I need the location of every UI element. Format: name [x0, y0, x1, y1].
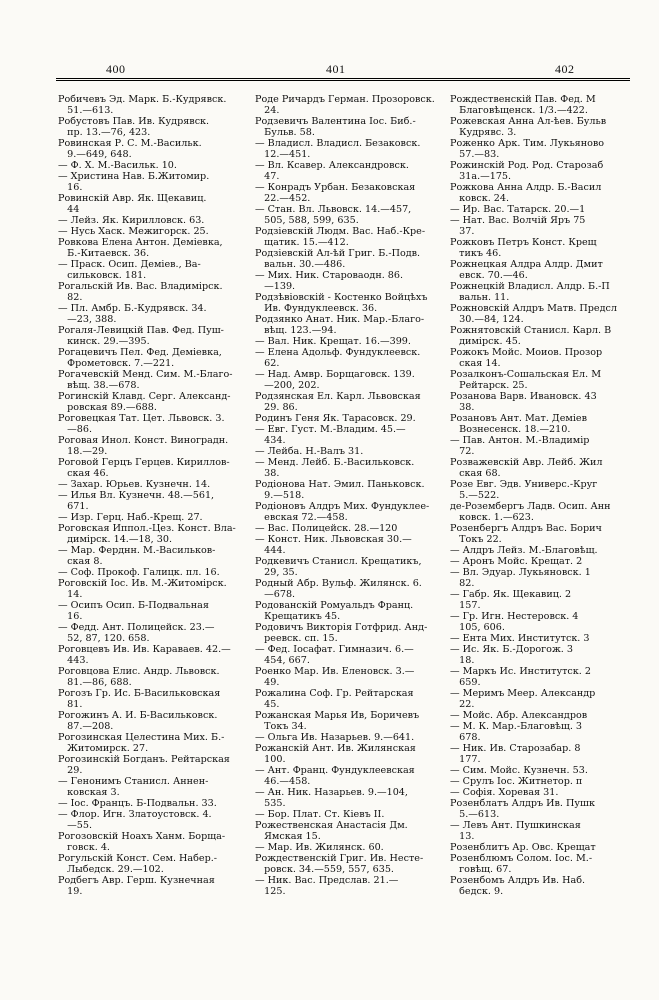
directory-entry-line: 5.—522. [450, 490, 500, 501]
directory-entry-line: 29. [58, 765, 83, 776]
directory-entry-line: Рожокъ Мойс. Моиов. Прозор [450, 347, 603, 358]
directory-entry-line: 678. [450, 732, 481, 743]
directory-entry-line: — Елена Адольф. Фундуклеевск. [255, 347, 421, 358]
directory-entry-line: — Аронъ Мойс. Крещат. 2 [450, 556, 583, 567]
directory-entry-line: — Менд. Лейб. Б.-Васильковск. [255, 457, 415, 468]
directory-entry-line: вальн. 30.—486. [255, 259, 346, 270]
directory-entry-line: 505, 588, 599, 635. [255, 215, 359, 226]
directory-entry-line: 62. [255, 358, 280, 369]
directory-entry-line: ровск. 34.—559, 557, 635. [255, 864, 394, 875]
directory-entry-line: — Нусь Хаск. Межигорск. 25. [58, 226, 209, 237]
directory-entry-line: — Над. Амвр. Борщаговск. 139. [255, 369, 415, 380]
directory-entry-line: Родкевичъ Станисл. Крещатикъ, [255, 556, 422, 567]
directory-entry-line: ковск. 1.—623. [450, 512, 534, 523]
directory-entry-line: тикъ 46. [450, 248, 502, 259]
directory-entry-line: кинск. 29.—395. [58, 336, 150, 347]
directory-entry-line: Розановъ Ант. Мат. Деміев [450, 413, 588, 424]
directory-entry-line: Рогозъ Гр. Ис. Б-Васильковская [58, 688, 221, 699]
directory-entry-line: Рождественскій Григ. Ив. Несте- [255, 853, 424, 864]
directory-entry-line: Рожкова Анна Алдр. Б.-Васил [450, 182, 602, 193]
directory-entry-line: Ровинскій Авр. Як. Щекавиц. [58, 193, 207, 204]
directory-entry-line: 45. [255, 699, 280, 710]
directory-entry-line: —23, 388. [58, 314, 117, 325]
directory-entry-line: Рожалина Соф. Гр. Рейтарская [255, 688, 414, 699]
directory-entry-line: 157. [450, 600, 481, 611]
directory-entry-line: Житомирск. 27. [58, 743, 149, 754]
directory-entry-line: 13. [450, 831, 475, 842]
directory-entry-line: Лыбедск. 29.—102. [58, 864, 164, 875]
directory-entry-line: — Габр. Як. Щекавиц. 2 [450, 589, 572, 600]
directory-entry-line: Розалконъ-Сошальская Ел. М [450, 369, 602, 380]
header-rule [56, 78, 630, 79]
directory-entry-line: Б.-Китаевск. 36. [58, 248, 150, 259]
directory-entry-line: — Владисл. Владисл. Безаковск. [255, 138, 421, 149]
directory-entry-line: 18. [450, 655, 475, 666]
directory-entry-line: — Захар. Юрьев. Кузнечн. 14. [58, 479, 211, 490]
directory-entry-line: 671. [58, 501, 89, 512]
directory-entry-line: 9.—518. [255, 490, 305, 501]
directory-entry-line: —86. [58, 424, 92, 435]
directory-entry-line: — Мих. Ник. Староваодн. 86. [255, 270, 404, 281]
directory-entry-line: Рогозинскій Богданъ. Рейтарская [58, 754, 230, 765]
directory-entry-line: Роговая Инол. Конст. Виноградн. [58, 435, 229, 446]
directory-entry-line: 454, 667. [255, 655, 310, 666]
directory-entry-line: 38. [450, 402, 475, 413]
directory-entry-line: Роженко Арк. Тим. Лукьяново [450, 138, 605, 149]
directory-column-middle [255, 94, 447, 897]
directory-entry-line: 29. 86. [255, 402, 298, 413]
directory-entry-line: Фрометовск. 7.—221. [58, 358, 175, 369]
directory-entry-line: Крещатикъ 45. [255, 611, 341, 622]
directory-entry-line: ская 46. [58, 468, 109, 479]
directory-entry-line: Рожанская Марья Ив, Боричевъ [255, 710, 420, 721]
directory-entry-line: 37. [450, 226, 475, 237]
directory-entry-line: —55. [58, 820, 92, 831]
directory-entry-line: Розенблатъ Алдръ Ив. Пушк [450, 798, 595, 809]
directory-entry-line: Родзѣвіовскій - Костенко Войцѣхъ [255, 292, 428, 303]
directory-entry-line: 29, 35. [255, 567, 298, 578]
directory-entry-line: 57.—83. [450, 149, 500, 160]
directory-entry-line: Рогальскій Ив. Вас. Владимірск. [58, 281, 223, 292]
page-number-left: 400 [106, 62, 126, 76]
directory-entry-line: 14. [58, 589, 83, 600]
directory-entry-line: говѣщ. 67. [450, 864, 512, 875]
directory-entry-line: Рогаля-Левицкій Пав. Фед. Пуш- [58, 325, 224, 336]
directory-entry-line: щатик. 15.—412. [255, 237, 349, 248]
header-rule-thin [56, 80, 630, 81]
directory-entry-line: 52, 87, 120. 658. [58, 633, 150, 644]
directory-entry-line: Родіоновъ Алдръ Мих. Фундуклее- [255, 501, 430, 512]
directory-entry-line: — Вас. Полицейск. 28.—120 [255, 523, 398, 534]
directory-entry-line: —139. [255, 281, 296, 292]
directory-entry-line: Рогозинская Целестина Мих. Б.- [58, 732, 225, 743]
directory-entry-line: Роговой Герцъ Герцев. Кириллов- [58, 457, 230, 468]
directory-entry-line: — Срулъ Іос. Житнетор. п [450, 776, 583, 787]
directory-entry-line: — Нат. Вас. Волчій Яръ 75 [450, 215, 586, 226]
directory-entry-line: 24. [255, 105, 280, 116]
directory-entry-line: ская 14. [450, 358, 501, 369]
directory-entry-line: 5.—613. [450, 809, 500, 820]
directory-entry-line: Ровкова Елена Антон. Деміевка, [58, 237, 223, 248]
directory-entry-line: Розанова Варв. Ивановск. 43 [450, 391, 597, 402]
directory-entry-line: 535. [255, 798, 286, 809]
directory-entry-line: 51.—613. [58, 105, 114, 116]
directory-entry-line: 105, 606. [450, 622, 505, 633]
directory-entry-line: Розенблюмъ Солом. Іос. М.- [450, 853, 593, 864]
directory-entry-line: — Евг. Густ. М.-Владим. 45.— [255, 424, 406, 435]
directory-entry-line: 47. [255, 171, 280, 182]
directory-entry-line: — Ф. Х. М.-Васильк. 10. [58, 160, 177, 171]
directory-entry-line: Ровинская Р. С. М.-Васильк. [58, 138, 202, 149]
directory-entry-line: — Флор. Игн. Златоустовск. 4. [58, 809, 212, 820]
directory-entry-line: Рожевская Анна Ал-ѣев. Бульв [450, 116, 607, 127]
directory-entry-line: — Ис. Як. Б.-Дорогож. 3 [450, 644, 573, 655]
directory-entry-line: Рожнецкій Владисл. Алдр. Б.-П [450, 281, 610, 292]
directory-entry-line: Кудрявс. 3. [450, 127, 517, 138]
directory-entry-line: — Осипъ Осип. Б-Подвальная [58, 600, 209, 611]
directory-entry-line: — Ир. Вас. Татарск. 20.—1 [450, 204, 586, 215]
directory-entry-line: — Илья Вл. Кузнечн. 48.—561, [58, 490, 215, 501]
directory-entry-line: — Фед. Іосафат. Гимназич. 6.— [255, 644, 414, 655]
directory-entry-line: Токъ 34. [255, 721, 307, 732]
directory-entry-line: — Ента Мих. Институтск. 3 [450, 633, 590, 644]
page-number-right: 402 [555, 62, 575, 76]
directory-entry-line: Рожковъ Петръ Конст. Крещ [450, 237, 597, 248]
directory-entry-line: 87.—208. [58, 721, 114, 732]
directory-entry-line: Родзіевскій Людм. Вас. Наб.-Кре- [255, 226, 426, 237]
directory-entry-line: Ив. Фундуклеевск. 36. [255, 303, 378, 314]
directory-entry-line: 30.—84, 124. [450, 314, 524, 325]
directory-entry-line: — Ант. Франц. Фундуклеевская [255, 765, 415, 776]
directory-entry-line: де-Розембергъ Ладв. Осип. Анн [450, 501, 611, 512]
directory-entry-line: — Ольга Ив. Назарьев. 9.—641. [255, 732, 415, 743]
directory-entry-line: — М. К. Мар.-Благовѣщ. 3 [450, 721, 583, 732]
directory-entry-line: — Алдръ Лейз. М.-Благовѣщ. [450, 545, 598, 556]
directory-entry-line: реевск. сп. 15. [255, 633, 338, 644]
directory-entry-line: 81. [58, 699, 83, 710]
directory-entry-line: Рожественская Анастасія Дм. [255, 820, 408, 831]
directory-entry-line: Родный Абр. Вульф. Жилянск. 6. [255, 578, 422, 589]
directory-entry-line: Родзянская Ел. Карл. Львовская [255, 391, 421, 402]
directory-entry-line: — Мар. Ив. Жилянск. 60. [255, 842, 384, 853]
directory-entry-line: бедск. 9. [450, 886, 504, 897]
directory-entry-line: Розенблитъ Ар. Овс. Крещат [450, 842, 596, 853]
directory-entry-line: пр. 13.—76, 423. [58, 127, 151, 138]
directory-entry-line: Робустовъ Пав. Ив. Кудрявск. [58, 116, 210, 127]
directory-entry-line: — Христина Нав. Б.Житомир. [58, 171, 210, 182]
directory-entry-line: — Пав. Антон. М.-Владимір [450, 435, 590, 446]
directory-entry-line: — Пл. Амбр. Б.-Кудрявск. 34. [58, 303, 207, 314]
directory-entry-line: 434. [255, 435, 286, 446]
directory-entry-line: 16. [58, 182, 83, 193]
directory-entry-line: — Конрадъ Урбан. Безаковская [255, 182, 416, 193]
directory-entry-line: Рогачевскій Менд. Сим. М.-Благо- [58, 369, 233, 380]
directory-entry-line: 72. [450, 446, 475, 457]
directory-entry-line: — Мар. Ферднн. М.-Васильков- [58, 545, 216, 556]
directory-entry-line: 82. [58, 292, 83, 303]
directory-entry-line: 22. [450, 699, 475, 710]
directory-entry-line: — Конст. Ник. Львовская 30.— [255, 534, 412, 545]
directory-entry-line: ская 68. [450, 468, 501, 479]
directory-entry-line: Рожнецкая Алдра Алдр. Дмит [450, 259, 603, 270]
directory-entry-line: вѣщ. 38.—678. [58, 380, 140, 391]
directory-entry-line: —200, 202. [255, 380, 320, 391]
directory-entry-line: — Софія. Хоревая 31. [450, 787, 559, 798]
directory-entry-line: ровская 89.—688. [58, 402, 157, 413]
directory-entry-line: Родинъ Геня Як. Тарасовск. 29. [255, 413, 416, 424]
directory-entry-line: 444. [255, 545, 286, 556]
directory-entry-line: Рогинскій Клавд. Серг. Александ- [58, 391, 231, 402]
directory-entry-line: Рождественскій Пав. Фед. М [450, 94, 596, 105]
directory-entry-line: 125. [255, 886, 286, 897]
directory-entry-line: 49. [255, 677, 280, 688]
directory-entry-line: Роговская Иппол.-Цез. Конст. Вла- [58, 523, 236, 534]
directory-entry-line: Розенбомъ Алдръ Ив. Наб. [450, 875, 586, 886]
directory-entry-line: Робичевъ Эд. Марк. Б.-Кудрявск. [58, 94, 227, 105]
directory-entry-line: 443. [58, 655, 89, 666]
directory-entry-line: Роговцевъ Ив. Ив. Караваев. 42.— [58, 644, 231, 655]
directory-entry-line: — Меримъ Меер. Александр [450, 688, 596, 699]
directory-entry-line: 81.—86, 688. [58, 677, 132, 688]
directory-entry-line: — Бор. Плат. Ст. Кіевъ II. [255, 809, 385, 820]
directory-entry-line: 22.—452. [255, 193, 311, 204]
directory-entry-line: Родбегъ Авр. Герш. Кузнечная [58, 875, 215, 886]
directory-entry-line: — Соф. Прокоф. Галицк. пл. 16. [58, 567, 220, 578]
directory-entry-line: — Ан. Ник. Назарьев. 9.—104, [255, 787, 408, 798]
directory-entry-line: димірск. 14.—18, 30. [58, 534, 173, 545]
directory-entry-line: Рожанскій Ант. Ив. Жилянская [255, 743, 416, 754]
directory-entry-line: Роде Ричардъ Герман. Прозоровск. [255, 94, 435, 105]
directory-entry-line: — Генонимъ Станисл. Аннен- [58, 776, 209, 787]
directory-entry-line: евская 72.—458. [255, 512, 348, 523]
directory-entry-line: — Федд. Ант. Полицейск. 23.— [58, 622, 215, 633]
directory-entry-line: Вознесенск. 18.—210. [450, 424, 571, 435]
directory-entry-line: 177. [450, 754, 481, 765]
directory-entry-line: Родзевичъ Валентина Іос. Биб.- [255, 116, 416, 127]
directory-entry-line: 16. [58, 611, 83, 622]
directory-entry-line: ковск. 24. [450, 193, 510, 204]
directory-entry-line: евск. 70.—46. [450, 270, 528, 281]
directory-entry-line: 82. [450, 578, 475, 589]
directory-entry-line: — Ник. Вас. Предслав. 21.— [255, 875, 399, 886]
directory-entry-line: — Маркъ Ис. Институтск. 2 [450, 666, 591, 677]
directory-entry-line: ковская 3. [58, 787, 120, 798]
directory-entry-line: Розе Евг. Эдв. Универс.-Круг [450, 479, 598, 490]
directory-entry-line: 12.—451. [255, 149, 311, 160]
directory-entry-line: Родзіевскій Ал-ѣй Григ. Б.-Подв. [255, 248, 421, 259]
directory-entry-line: сильковск. 181. [58, 270, 147, 281]
directory-entry-line: 18.—29. [58, 446, 108, 457]
directory-entry-line: Розенбергъ Алдръ Вас. Борич [450, 523, 602, 534]
directory-entry-line: — Лейба. Н.-Валъ 31. [255, 446, 364, 457]
directory-entry-line: Рогозовскій Ноахъ Ханм. Борща- [58, 831, 226, 842]
directory-entry-line: 31а.—175. [450, 171, 512, 182]
directory-entry-line: Роенко Мар. Ив. Еленовск. 3.— [255, 666, 415, 677]
directory-entry-line: 659. [450, 677, 481, 688]
directory-entry-line: — Стан. Вл. Львовск. 14.—457, [255, 204, 412, 215]
directory-entry-line: Розважевскій Авр. Лейб. Жил [450, 457, 603, 468]
directory-entry-line: вальн. 11. [450, 292, 510, 303]
directory-entry-line: 9.—649, 648. [58, 149, 132, 160]
directory-entry-line: Роговецкая Тат. Цет. Львовск. 3. [58, 413, 225, 424]
directory-entry-line: Бульв. 58. [255, 127, 315, 138]
directory-entry-line: Рогожинъ А. И. Б-Васильковск. [58, 710, 218, 721]
directory-entry-line: — Ник. Ив. Старозабар. 8 [450, 743, 581, 754]
directory-column-left [58, 94, 248, 897]
directory-entry-line: Рогацевичъ Пел. Фед. Деміевка, [58, 347, 222, 358]
directory-entry-line: 44 [58, 204, 80, 215]
directory-entry-line: — Мойс. Абр. Александров [450, 710, 588, 721]
directory-entry-line: Рожинскій Род. Род. Старозаб [450, 160, 604, 171]
directory-entry-line: — Вл. Ксавер. Александровск. [255, 160, 409, 171]
directory-entry-line: 100. [255, 754, 286, 765]
directory-entry-line: —678. [255, 589, 296, 600]
directory-entry-line: ская 8. [58, 556, 103, 567]
directory-entry-line: 38. [255, 468, 280, 479]
directory-entry-line: Родованскій Ромуальдъ Франц. [255, 600, 414, 611]
directory-entry-line: вѣщ. 123.—94. [255, 325, 337, 336]
directory-entry-line: — Гр. Игн. Нестеровск. 4 [450, 611, 579, 622]
directory-entry-line: Благовѣщенск. 1/3.—422. [450, 105, 588, 116]
page-number-center: 401 [326, 62, 346, 76]
directory-entry-line: — Іос. Францъ. Б-Подвальн. 33. [58, 798, 217, 809]
directory-entry-line: — Левъ Ант. Пушкинская [450, 820, 581, 831]
directory-entry-line: Родіонова Нат. Эмил. Паньковск. [255, 479, 425, 490]
directory-entry-line: — Лейз. Як. Кирилловск. 63. [58, 215, 205, 226]
directory-entry-line: Рогульскій Конст. Сем. Набер.- [58, 853, 218, 864]
directory-entry-line: Ямская 15. [255, 831, 321, 842]
directory-entry-line: димірск. 45. [450, 336, 521, 347]
directory-entry-line: Роговскій Іос. Ив. М.-Житомірск. [58, 578, 227, 589]
directory-entry-line: Рожнятовскій Станисл. Карл. В [450, 325, 612, 336]
directory-entry-line: Роговцова Елис. Андр. Львовск. [58, 666, 220, 677]
directory-entry-line: — Праск. Осип. Деміев., Ва- [58, 259, 201, 270]
directory-entry-line: Родовичъ Викторія Готфрид. Анд- [255, 622, 428, 633]
directory-entry-line: говск. 4. [58, 842, 110, 853]
directory-entry-line: 19. [58, 886, 83, 897]
directory-entry-line: — Вал. Ник. Крещат. 16.—399. [255, 336, 411, 347]
directory-entry-line: Родзянко Анат. Ник. Мар.-Благо- [255, 314, 425, 325]
directory-entry-line: — Сим. Мойс. Кузнечн. 53. [450, 765, 588, 776]
directory-entry-line: — Изр. Герц. Наб.-Крещ. 27. [58, 512, 203, 523]
directory-entry-line: Токъ 22. [450, 534, 502, 545]
directory-entry-line: Рожновскій Алдръ Матв. Предсл [450, 303, 617, 314]
directory-entry-line: — Вл. Эдуар. Лукьяновск. 1 [450, 567, 591, 578]
directory-entry-line: 46.—458. [255, 776, 311, 787]
directory-entry-line: Рейтарск. 25. [450, 380, 528, 391]
directory-column-right [450, 94, 631, 897]
